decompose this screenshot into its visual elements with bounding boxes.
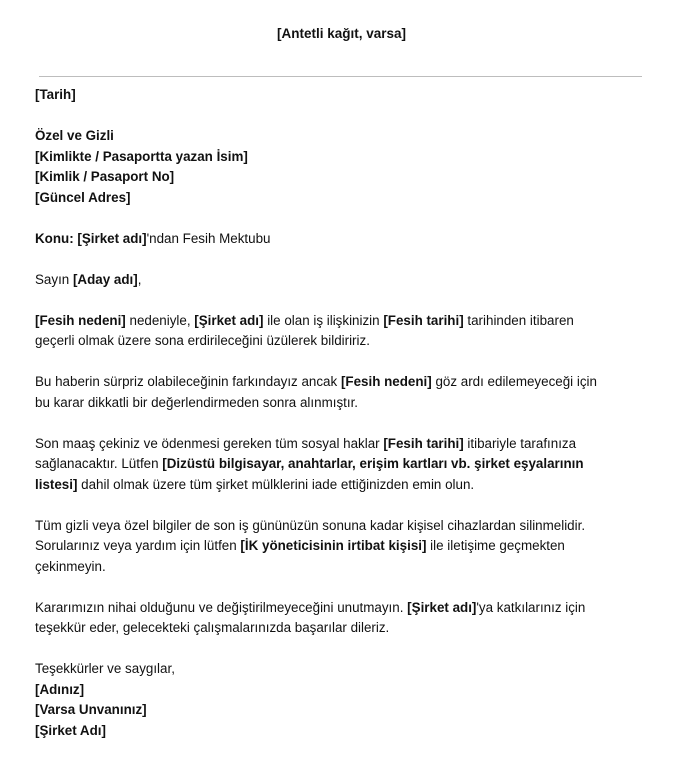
paragraph-final-pay: Son maaş çekiniz ve ödenmesi gereken tüm sosyal haklar [Fesih tarihi] itibariyle tarafınıza sağlanacaktır. Lütfen [Dizüstü bilgisayar, anahtarlar, erişim kartları vb. şirket eşyalarının listesi] dahil olmak üzere tüm şirket mülklerini iade ettiğinizden emin olun. (35, 435, 584, 492)
date-placeholder: [Tarih] (35, 87, 76, 102)
paragraph-confidential-info: Tüm gizli veya özel bilgiler de son iş gününüzün sonuna kadar kişisel cihazlardan silinmelidir. Sorularınız veya yardım için lütfen [İK yöneticisinin irtibat kişisi] ile iletişime geçmekten çekinmeyin. (35, 517, 586, 574)
paragraph-termination: [Fesih nedeni] nedeniyle, [Şirket adı] ile olan iş ilişkinizin [Fesih tarihi] tarihinden itibaren geçerli olmak üzere sona erdirileceğini üzülerek bildiririz. (35, 312, 574, 348)
closing (35, 659, 650, 741)
sender-name: [Adınız] (35, 681, 85, 697)
sender-company: [Şirket Adı] (35, 722, 106, 738)
spacer (35, 352, 650, 373)
spacer (35, 495, 650, 516)
salutation: Sayın [Aday adı], (35, 271, 142, 287)
recipient-address: [Güncel Adres] (35, 189, 131, 205)
spacer (35, 577, 650, 598)
divider (39, 76, 642, 77)
paragraph-final-decision: Kararımızın nihai olduğunu ve değiştirilmeyeceğini unutmayın. [Şirket adı]'ya katkılarınız için teşekkür eder, gelecekteki çalışmalarınızda başarılar dileriz. (35, 599, 586, 635)
letterhead: [Antetli kağıt, varsa] (276, 26, 407, 41)
subject-line (35, 229, 650, 250)
sender-title: [Varsa Unvanınız] (35, 702, 147, 717)
date-line (35, 85, 650, 106)
spacer (35, 413, 650, 434)
spacer (35, 249, 650, 270)
spacer (35, 290, 650, 311)
spacer (35, 639, 650, 660)
spacer (35, 208, 650, 229)
spacer (35, 106, 650, 127)
paragraph-reason: Bu haberin sürpriz olabileceğinin farkındayız ancak [Fesih nedeni] göz ardı edilemeyeceği için bu karar dikkatli bir değerlendirmeden sonra alınmıştır. (35, 374, 597, 410)
letter-body (35, 85, 650, 741)
subject-label: Konu: [Şirket adı] (35, 230, 147, 246)
candidate-name: [Aday adı] (72, 271, 138, 287)
recipient-name: [Kimlikte / Pasaportta yazan İsim] (35, 148, 248, 164)
confidential-label: Özel ve Gizli (35, 128, 114, 143)
subject-text: 'ndan Fesih Mektubu (146, 230, 271, 246)
closing-text: Teşekkürler ve saygılar, (35, 661, 175, 676)
recipient-id: [Kimlik / Pasaport No] (35, 169, 175, 184)
